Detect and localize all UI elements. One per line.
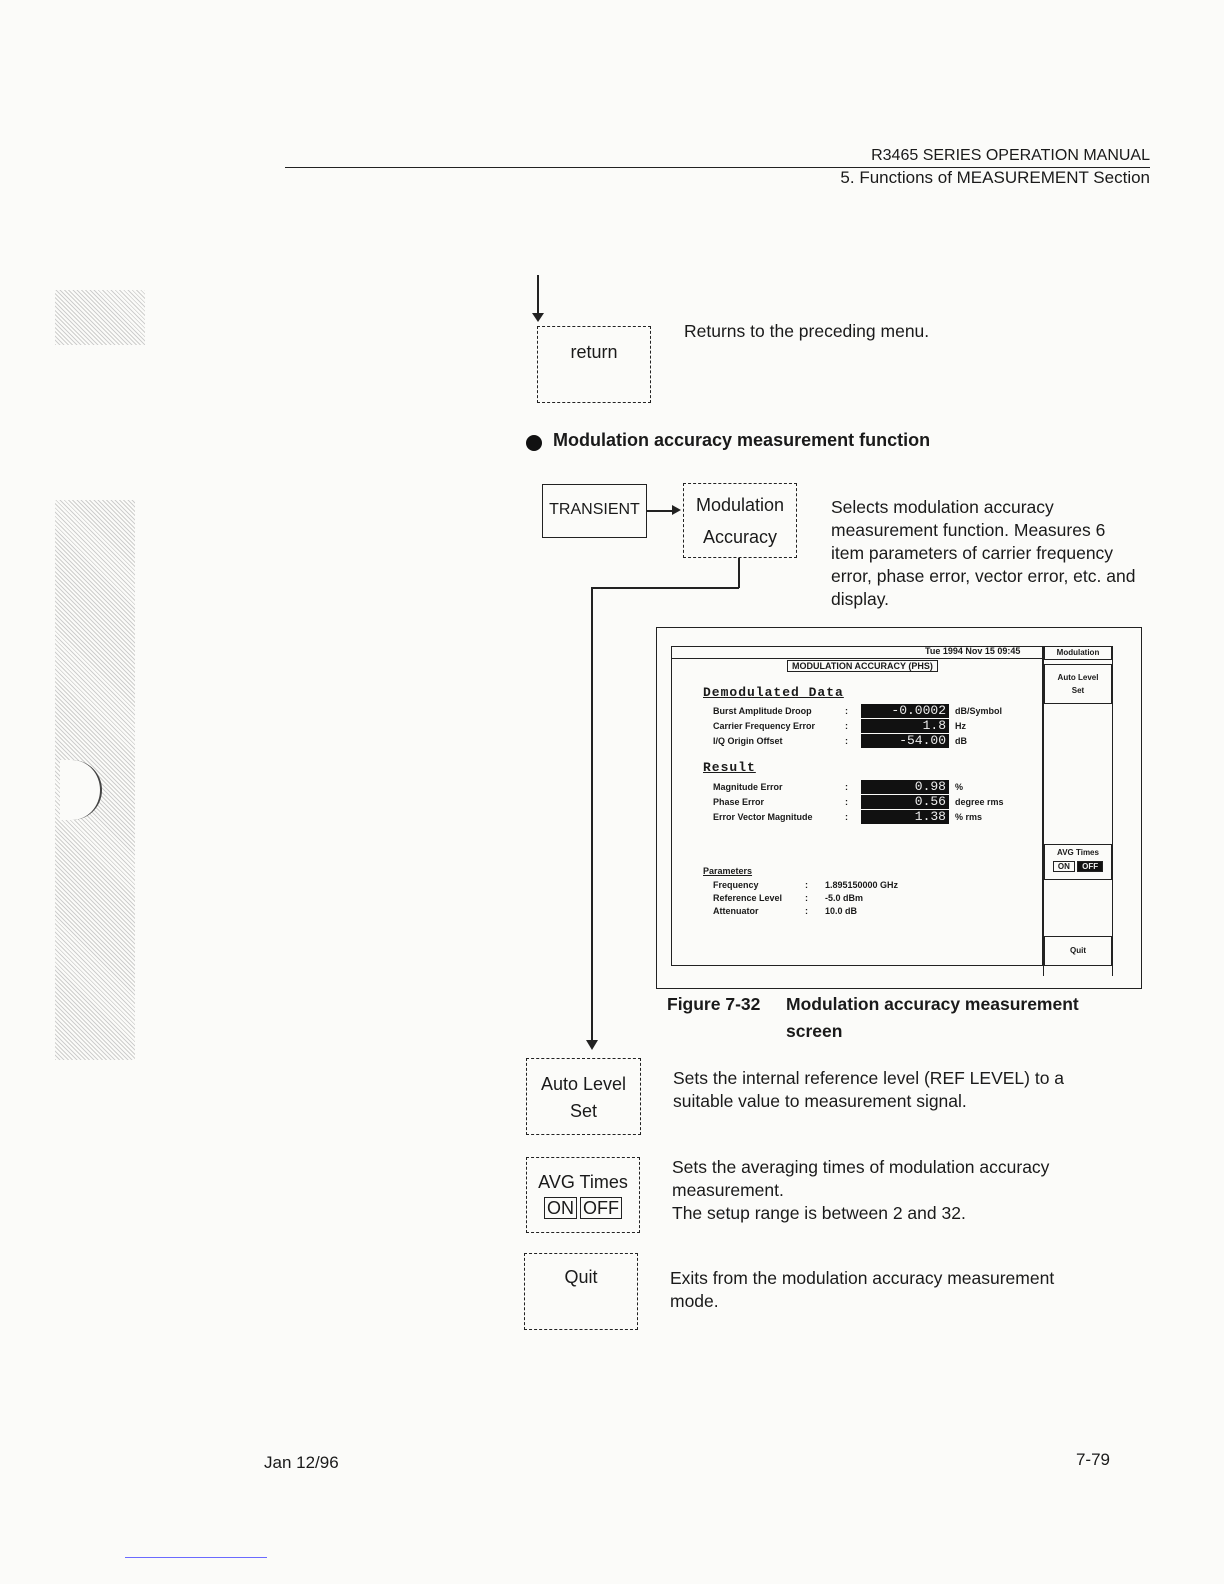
row-separator: : (845, 812, 848, 822)
param-separator: : (805, 880, 808, 890)
row-value: 1.8 (861, 719, 949, 733)
footer-date: Jan 12/96 (264, 1453, 339, 1472)
list-item (713, 780, 1023, 795)
row-label: Error Vector Magnitude (713, 812, 813, 822)
section-heading: Modulation accuracy measurement function (553, 430, 931, 450)
param-separator: : (805, 893, 808, 903)
auto-level-label-2: Set (569, 1101, 598, 1121)
quit-softkey[interactable] (524, 1253, 638, 1330)
softkey-label: AVG Times (1057, 848, 1099, 857)
quit-description: Exits from the modulation accuracy measurement mode. (670, 1268, 1055, 1311)
modulation-accuracy-label-1: Modulation (695, 495, 785, 515)
list-item (713, 810, 1023, 825)
connector-line (591, 587, 739, 589)
arrow-right-icon (672, 505, 681, 515)
demodulated-heading: Demodulated Data (703, 685, 844, 700)
bullet-icon (526, 435, 542, 451)
row-separator: : (845, 736, 848, 746)
result-heading: Result (703, 760, 756, 775)
row-unit: % (955, 782, 964, 792)
avg-times-description (672, 1156, 1112, 1225)
transient-key[interactable]: TRANSIENT (542, 484, 647, 538)
avg-off-toggle[interactable]: OFF (1077, 861, 1103, 872)
quit-softkey[interactable]: Quit (1044, 936, 1112, 966)
softkey-label: Auto Level (1057, 673, 1099, 682)
parameters-list (713, 880, 1013, 919)
auto-level-set-softkey[interactable] (526, 1058, 641, 1135)
row-value: 0.56 (861, 795, 949, 809)
connector-line (591, 587, 593, 1042)
figure-caption-line1: Modulation accuracy measurement (786, 994, 1079, 1014)
row-unit: dB (955, 736, 967, 746)
auto-level-set-softkey[interactable] (1044, 664, 1112, 704)
quit-label: Quit (564, 1267, 598, 1287)
scan-noise (55, 290, 145, 345)
screen-datetime: Tue 1994 Nov 15 09:45 (925, 646, 1021, 656)
row-value: 0.98 (861, 780, 949, 794)
avg-off-toggle[interactable]: OFF (580, 1197, 622, 1219)
arrow-down-icon (586, 1040, 598, 1050)
manual-title: R3465 SERIES OPERATION MANUAL (871, 147, 1150, 164)
parameters-heading: Parameters (703, 866, 753, 876)
section-title: 5. Functions of MEASUREMENT Section (840, 168, 1150, 187)
row-label: I/Q Origin Offset (713, 736, 783, 746)
param-value: -5.0 dBm (825, 893, 864, 903)
avg-times-label: AVG Times (538, 1172, 628, 1192)
row-label: Carrier Frequency Error (713, 721, 816, 731)
row-separator: : (845, 706, 848, 716)
param-value: 10.0 dB (825, 906, 858, 916)
param-value: 1.895150000 GHz (825, 880, 899, 890)
auto-level-label-1: Auto Level (540, 1074, 627, 1094)
page-number: 7-79 (1075, 1450, 1110, 1469)
edge-mark (125, 1557, 267, 1558)
row-value: -0.0002 (861, 704, 949, 718)
row-value: 1.38 (861, 810, 949, 824)
row-separator: : (845, 721, 848, 731)
return-label: return (570, 342, 618, 362)
result-list (713, 780, 1023, 825)
softkey-header: Modulation (1044, 646, 1112, 660)
return-softkey[interactable] (537, 326, 651, 403)
screen-title-rule (671, 658, 1043, 659)
param-label: Attenuator (713, 906, 759, 916)
list-item (713, 880, 1013, 893)
avg-on-toggle[interactable]: ON (544, 1197, 577, 1219)
modulation-accuracy-description: Selects modulation accuracy measurement function. Measures 6 item parameters of carrier frequency error, phase error, vector error, etc. and display. (831, 497, 1136, 609)
figure-caption-line2: screen (786, 1021, 843, 1041)
param-label: Reference Level (713, 893, 783, 903)
row-label: Phase Error (713, 797, 765, 807)
list-item (713, 719, 1023, 734)
arrow-down-icon (532, 313, 544, 322)
row-unit: dB/Symbol (955, 706, 1003, 716)
row-separator: : (845, 797, 848, 807)
list-item (713, 893, 1013, 906)
screen-title: MODULATION ACCURACY (PHS) (787, 660, 938, 672)
list-item (713, 734, 1023, 749)
avg-times-softkey[interactable] (1044, 844, 1112, 880)
row-unit: % rms (955, 812, 983, 822)
row-separator: : (845, 782, 848, 792)
demodulated-list (713, 704, 1023, 749)
row-label: Magnitude Error (713, 782, 783, 792)
list-item (713, 795, 1023, 810)
avg-times-softkey[interactable] (526, 1157, 640, 1233)
param-separator: : (805, 906, 808, 916)
list-item (713, 704, 1023, 719)
row-unit: degree rms (955, 797, 1004, 807)
modulation-accuracy-softkey[interactable] (683, 483, 797, 558)
auto-level-description: Sets the internal reference level (REF LEVEL) to a suitable value to measurement signal. (673, 1068, 1065, 1111)
row-value: -54.00 (861, 734, 949, 748)
softkey-label: Set (1071, 686, 1085, 695)
row-unit: Hz (955, 721, 966, 731)
return-description: Returns to the preceding menu. (684, 321, 930, 341)
avg-on-toggle[interactable]: ON (1053, 861, 1075, 872)
avg-times-description-2: The setup range is between 2 and 32. (672, 1203, 966, 1223)
modulation-accuracy-label-2: Accuracy (702, 527, 778, 547)
connector-line (738, 558, 740, 588)
figure-number: Figure 7-32 (667, 994, 761, 1014)
row-label: Burst Amplitude Droop (713, 706, 812, 716)
avg-times-description-1: Sets the averaging times of modulation accuracy measurement. (672, 1157, 1050, 1200)
param-label: Frequency (713, 880, 759, 890)
instrument-screen (656, 627, 1142, 989)
list-item (713, 906, 1013, 919)
